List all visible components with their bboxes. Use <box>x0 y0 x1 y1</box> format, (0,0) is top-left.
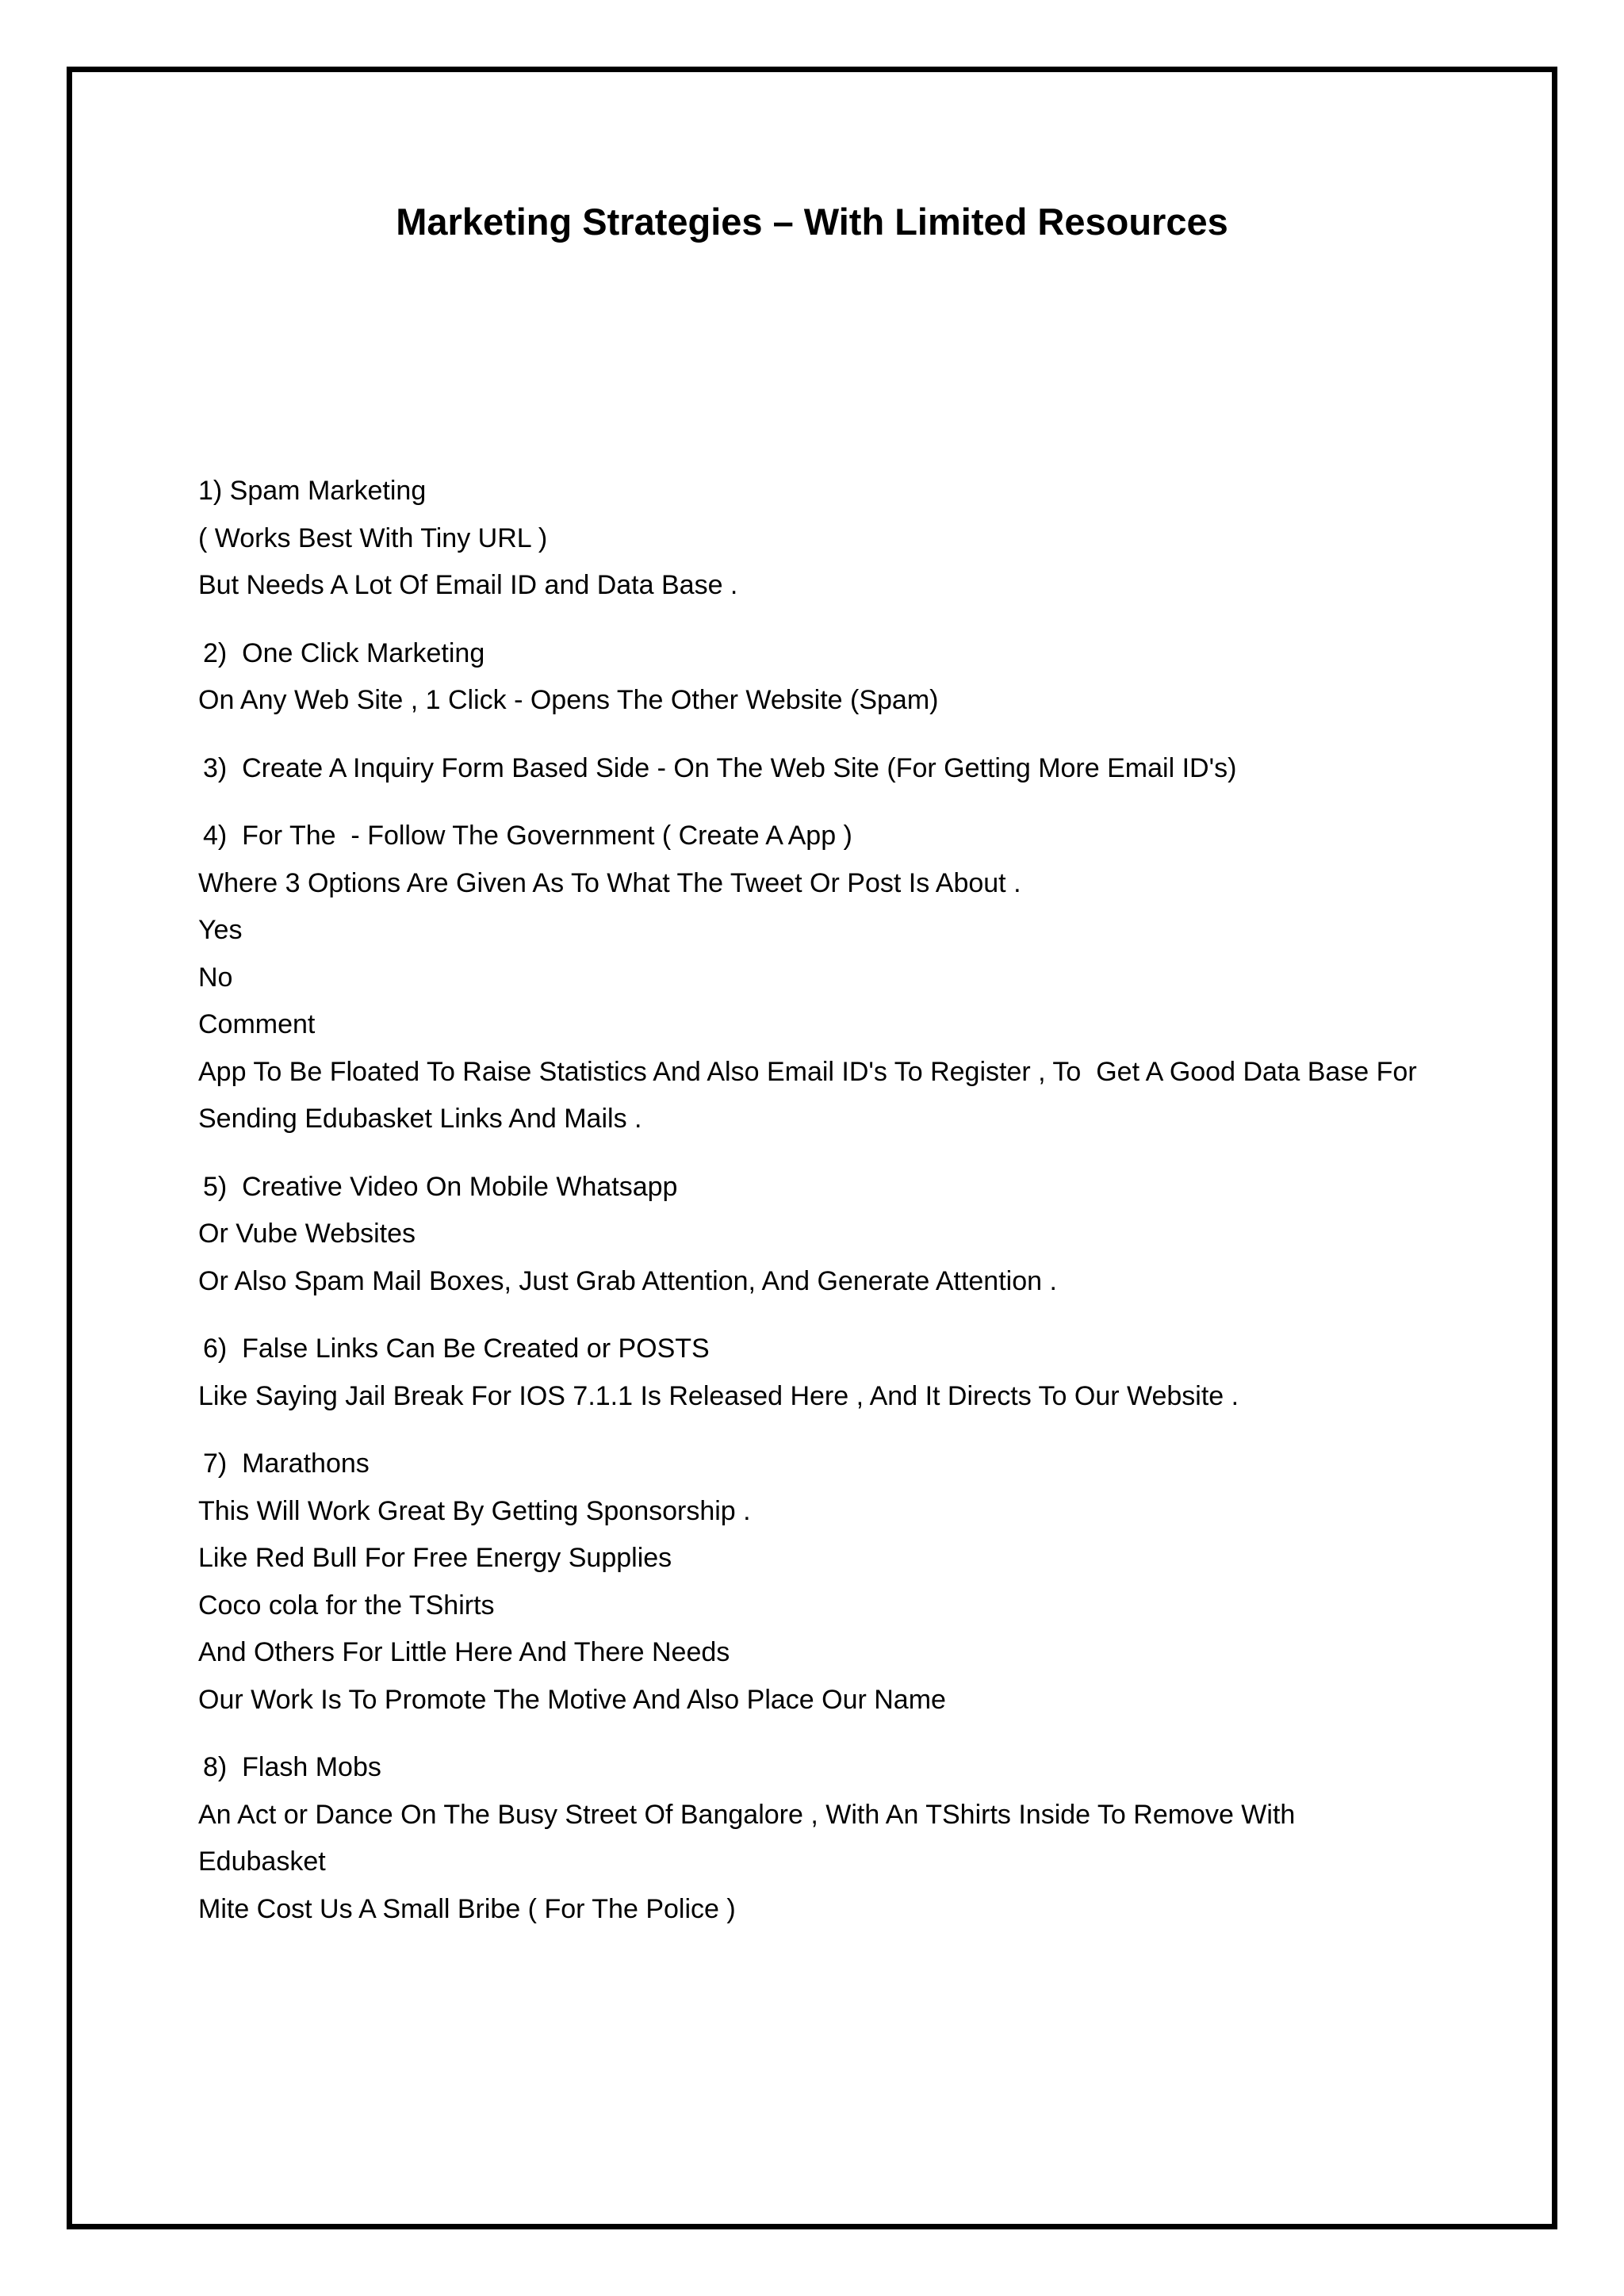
list-item <box>198 1164 1435 1306</box>
item-heading: 6) False Links Can Be Created or POSTS <box>203 1334 710 1364</box>
list-item <box>198 630 1435 725</box>
item-line: This Will Work Great By Getting Sponsorship . <box>198 1495 751 1526</box>
item-heading: 3) Create A Inquiry Form Based Side - On The Web Site (For Getting More Email ID's) <box>203 752 1237 783</box>
item-line: Coco cola for the TShirts <box>198 1590 495 1621</box>
item-heading: 7) Marathons <box>203 1448 370 1479</box>
item-heading: 2) One Click Marketing <box>203 637 485 668</box>
item-line: But Needs A Lot Of Email ID and Data Base . <box>198 570 738 600</box>
document-body <box>198 468 1435 1954</box>
item-heading: 1) Spam Marketing <box>198 476 427 506</box>
item-line: On Any Web Site , 1 Click - Opens The Other Website (Spam) <box>198 685 939 715</box>
item-line: An Act or Dance On The Busy Street Of Bangalore , With An TShirts Inside To Remove With <box>198 1799 1296 1830</box>
item-line: No <box>198 962 233 993</box>
item-line: Our Work Is To Promote The Motive And Also Place Our Name <box>198 1684 946 1715</box>
list-item <box>198 813 1435 1143</box>
item-heading: 4) For The - Follow The Government ( Create A App ) <box>203 821 852 851</box>
item-line: Yes <box>198 915 243 945</box>
item-line: Edubasket <box>198 1846 326 1877</box>
list-item <box>198 745 1435 793</box>
item-line: Or Also Spam Mail Boxes, Just Grab Attention, And Generate Attention . <box>198 1265 1057 1296</box>
item-line: Sending Edubasket Links And Mails . <box>198 1104 642 1134</box>
item-line: ( Works Best With Tiny URL ) <box>198 522 548 553</box>
item-line: Mite Cost Us A Small Bribe ( For The Police ) <box>198 1893 736 1924</box>
list-item <box>198 1744 1435 1933</box>
document-title: Marketing Strategies – With Limited Resources <box>396 201 1228 243</box>
item-line: Like Saying Jail Break For IOS 7.1.1 Is Released Here , And It Directs To Our Website . <box>198 1380 1239 1411</box>
item-line: Comment <box>198 1009 316 1039</box>
item-heading: 5) Creative Video On Mobile Whatsapp <box>203 1171 678 1202</box>
list-item <box>198 1441 1435 1724</box>
item-line: And Others For Little Here And There Needs <box>198 1637 730 1667</box>
item-heading: 8) Flash Mobs <box>203 1752 381 1782</box>
list-item <box>198 468 1435 610</box>
item-line: Like Red Bull For Free Energy Supplies <box>198 1543 672 1573</box>
item-line: Where 3 Options Are Given As To What The Tweet Or Post Is About . <box>198 867 1021 898</box>
list-item <box>198 1326 1435 1420</box>
item-line: Or Vube Websites <box>198 1219 416 1249</box>
item-line: App To Be Floated To Raise Statistics And Also Email ID's To Register , To Get A Good Data Base For <box>198 1056 1417 1087</box>
